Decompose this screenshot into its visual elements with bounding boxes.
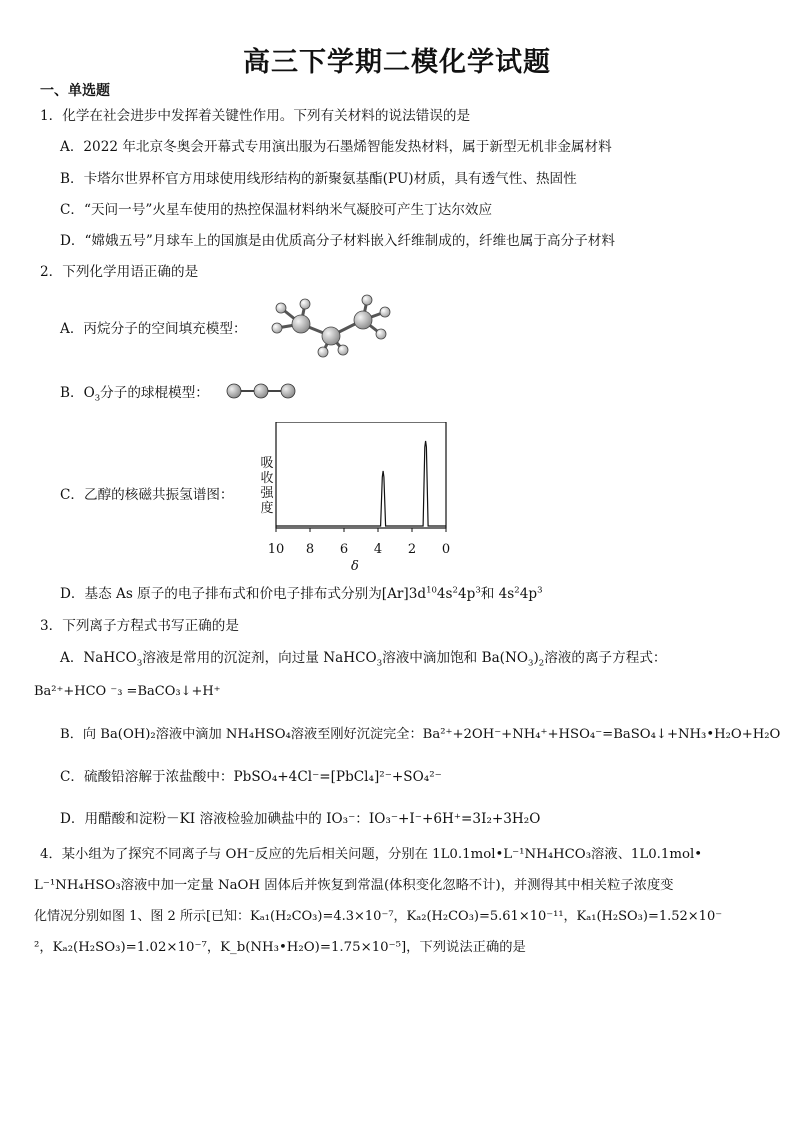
hydrogen-atom bbox=[338, 345, 348, 355]
nmr-tick-label: 8 bbox=[305, 542, 315, 557]
q3-option-a: A．NaHCO$_3$溶液是常用的沉淀剂，向过量 NaHCO$_3$溶液中滴加饱和 $Ba(NO_3)_2$溶液的离子方程式： bbox=[60, 650, 667, 669]
hydrogen-atom bbox=[380, 307, 390, 317]
nmr-spectrum-chart bbox=[256, 422, 456, 582]
oxygen-atom bbox=[227, 384, 241, 398]
hydrogen-atom bbox=[318, 347, 328, 357]
ozone-model-figure bbox=[224, 381, 298, 401]
oxygen-atom bbox=[281, 384, 295, 398]
hydrogen-atom bbox=[272, 323, 282, 333]
q3-option-d: D．用醋酸和淀粉－KI 溶液检验加碘盐中的 IO₃⁻：IO₃⁻+I⁻+6H⁺=3I₂+3H₂O bbox=[60, 811, 541, 827]
q3-option-a-equation: Ba²⁺+HCO ⁻₃ =BaCO₃↓+H⁺ bbox=[34, 684, 221, 699]
q2-option-b: B．$O_3$分子的球棍模型： bbox=[60, 385, 209, 404]
carbon-atom bbox=[322, 327, 340, 345]
q4-line-1: 4．某小组为了探究不同离子与 OH⁻反应的先后相关问题，分别在 1L0.1mol•L⁻¹NH₄HCO₃溶液、1L0.1mol• bbox=[40, 847, 703, 862]
nmr-baseline bbox=[276, 441, 446, 526]
q4-line-3: 化情况分别如图 1、图 2 所示[已知：Kₐ₁(H₂CO₃)=4.3×10⁻⁷，Kₐ₂(H₂CO₃)=5.61×10⁻¹¹，Kₐ₁(H₂SO₃)=1.52×10⁻ bbox=[34, 909, 723, 924]
q3-stem: 3．下列离子方程式书写正确的是 bbox=[40, 618, 239, 634]
propane-model-figure bbox=[265, 290, 405, 362]
q3-option-c: C．硫酸铅溶解于浓盐酸中：PbSO₄+4Cl⁻=[PbCl₄]²⁻+SO₄²⁻ bbox=[60, 769, 442, 785]
hydrogen-atom bbox=[376, 329, 386, 339]
hydrogen-atom bbox=[362, 295, 372, 305]
q1-stem: 1．化学在社会进步中发挥着关键性作用。下列有关材料的说法错误的是 bbox=[40, 108, 471, 124]
q1-option-c: C．“天问一号”火星车使用的热控保温材料纳米气凝胶可产生丁达尔效应 bbox=[60, 202, 493, 218]
nmr-ylabel: 吸收强度 bbox=[260, 456, 274, 516]
hydrogen-atom bbox=[276, 303, 286, 313]
q2-option-c: C．乙醇的核磁共振氢谱图： bbox=[60, 487, 234, 503]
nmr-tick-label: 4 bbox=[373, 542, 383, 557]
hydrogen-atom bbox=[300, 299, 310, 309]
nmr-tick-label: 0 bbox=[441, 542, 451, 557]
carbon-atom bbox=[354, 311, 372, 329]
q3-option-b: B．向 Ba(OH)₂溶液中滴加 NH₄HSO₄溶液至刚好沉淀完全：Ba²⁺+2OH⁻+NH₄⁺+HSO₄⁻=BaSO₄↓+NH₃•H₂O+H₂O bbox=[60, 727, 781, 742]
q1-option-d: D．“嫦娥五号”月球车上的国旗是由优质高分子材料嵌入纤维制成的，纤维也属于高分子材料 bbox=[60, 233, 615, 249]
carbon-atom bbox=[292, 315, 310, 333]
nmr-tick-label: 6 bbox=[339, 542, 349, 557]
page-title: 高三下学期二模化学试题 bbox=[243, 47, 551, 78]
q2-stem: 2．下列化学用语正确的是 bbox=[40, 264, 199, 280]
q2-option-d: D．基态 As 原子的电子排布式和价电子排布式分别为$[Ar]3d^{10}4s^24p^3$和 $4s^24p^3$ bbox=[60, 585, 543, 602]
q2-option-a: A．丙烷分子的空间填充模型： bbox=[60, 321, 247, 337]
q1-option-b: B．卡塔尔世界杯官方用球使用线形结构的新聚氨基酯(PU)材质，具有透气性、热固性 bbox=[60, 171, 577, 187]
q4-line-2: L⁻¹NH₄HSO₃溶液中加一定量 NaOH 固体后并恢复到常温(体积变化忽略不计)，并测得其中相关粒子浓度变 bbox=[34, 878, 674, 893]
section-heading: 一、单选题 bbox=[40, 83, 110, 99]
nmr-tick-label: 2 bbox=[407, 542, 417, 557]
nmr-tick-label: 10 bbox=[267, 542, 285, 557]
q1-option-a: A．2022 年北京冬奥会开幕式专用演出服为石墨烯智能发热材料，属于新型无机非金属材料 bbox=[60, 139, 612, 155]
oxygen-atom bbox=[254, 384, 268, 398]
nmr-xlabel: δ bbox=[351, 559, 359, 574]
q4-line-4: ²，Kₐ₂(H₂SO₃)=1.02×10⁻⁷，K_b(NH₃•H₂O)=1.75×10⁻⁵]，下列说法正确的是 bbox=[34, 940, 526, 955]
nmr-plot-frame bbox=[276, 422, 446, 528]
